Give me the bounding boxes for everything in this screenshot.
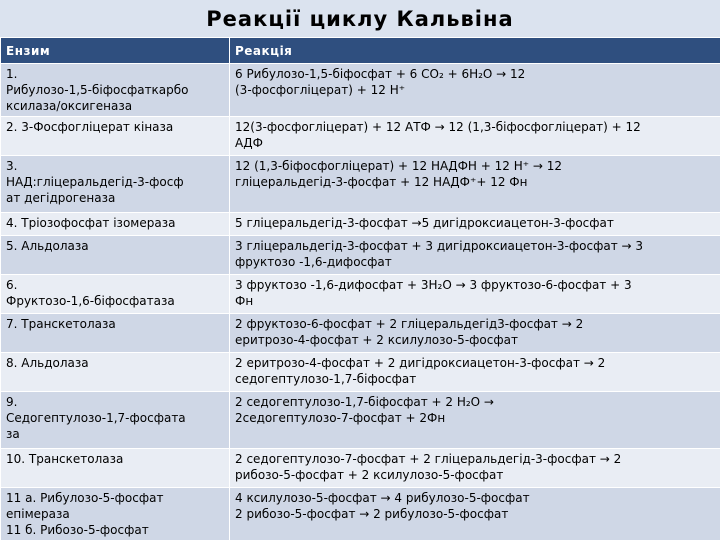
calvin-cycle-table: [0, 37, 720, 540]
table-row: [1, 117, 720, 156]
reaction-cell: 3 фруктозо -1,6-дифосфат + 3H₂O → 3 фруктозо-6-фосфат + 3 Фн: [230, 275, 720, 314]
table-row: [1, 64, 720, 117]
enzyme-cell: 2. 3-Фосфогліцерат кіназа: [1, 117, 230, 156]
reaction-cell: 6 Рибулозо-1,5-біфосфат + 6 CO₂ + 6H₂O → 12 (3-фосфогліцерат) + 12 H⁺: [230, 64, 720, 117]
slide-title: Реакції циклу Кальвіна: [0, 0, 720, 37]
reaction-cell: 12 (1,3-біфосфогліцерат) + 12 НАДФН + 12 H⁺ → 12 гліцеральдегід-3-фосфат + 12 НАДФ⁺+ 12 Фн: [230, 156, 720, 213]
reaction-cell: 4 ксилулозо-5-фосфат → 4 рибулозо-5-фосфат 2 рибозо-5-фосфат → 2 рибулозо-5-фосфат: [230, 488, 720, 540]
reaction-cell: 3 гліцеральдегід-3-фосфат + 3 дигідроксиацетон-3-фосфат → 3 фруктозо -1,6-дифосфат: [230, 236, 720, 275]
table-row: [1, 236, 720, 275]
enzyme-cell: 8. Альдолаза: [1, 353, 230, 392]
table-header-row: [1, 38, 720, 64]
enzyme-cell: 3. НАД:гліцеральдегід-3-фосф ат дегідрогеназа: [1, 156, 230, 213]
enzyme-cell: 1. Рибулозо-1,5-біфосфаткарбо ксилаза/оксигеназа: [1, 64, 230, 117]
table-row: [1, 392, 720, 449]
header-reaction: Реакція: [230, 38, 720, 64]
reaction-cell: 12(3-фосфогліцерат) + 12 АТФ → 12 (1,3-біфосфогліцерат) + 12 АДФ: [230, 117, 720, 156]
enzyme-cell: 6. Фруктозо-1,6-біфосфатаза: [1, 275, 230, 314]
enzyme-cell: 5. Альдолаза: [1, 236, 230, 275]
table-row: [1, 213, 720, 236]
reaction-cell: 2 седогептулозо-7-фосфат + 2 гліцеральдегід-3-фосфат → 2 рибозо-5-фосфат + 2 ксилулозо-5-фосфат: [230, 449, 720, 488]
header-enzyme: Ензим: [1, 38, 230, 64]
table-row: [1, 353, 720, 392]
enzyme-cell: 10. Транскетолаза: [1, 449, 230, 488]
enzyme-cell: 7. Транскетолаза: [1, 314, 230, 353]
table-row: [1, 314, 720, 353]
reaction-cell: 2 еритрозо-4-фосфат + 2 дигідроксиацетон-3-фосфат → 2 седогептулозо-1,7-біфосфат: [230, 353, 720, 392]
enzyme-cell: 11 а. Рибулозо-5-фосфат епімераза 11 б. Рибозо-5-фосфат: [1, 488, 230, 540]
reaction-cell: 5 гліцеральдегід-3-фосфат →5 дигідроксиацетон-3-фосфат: [230, 213, 720, 236]
enzyme-cell: 9. Седогептулозо-1,7-фосфата за: [1, 392, 230, 449]
table-row: [1, 488, 720, 540]
table-row: [1, 156, 720, 213]
reaction-cell: 2 седогептулозо-1,7-біфосфат + 2 H₂O → 2седогептулозо-7-фосфат + 2Фн: [230, 392, 720, 449]
reaction-cell: 2 фруктозо-6-фосфат + 2 гліцеральдегід3-фосфат → 2 еритрозо-4-фосфат + 2 ксилулозо-5-фосфат: [230, 314, 720, 353]
table-row: [1, 275, 720, 314]
enzyme-cell: 4. Тріозофосфат ізомераза: [1, 213, 230, 236]
table-row: [1, 449, 720, 488]
